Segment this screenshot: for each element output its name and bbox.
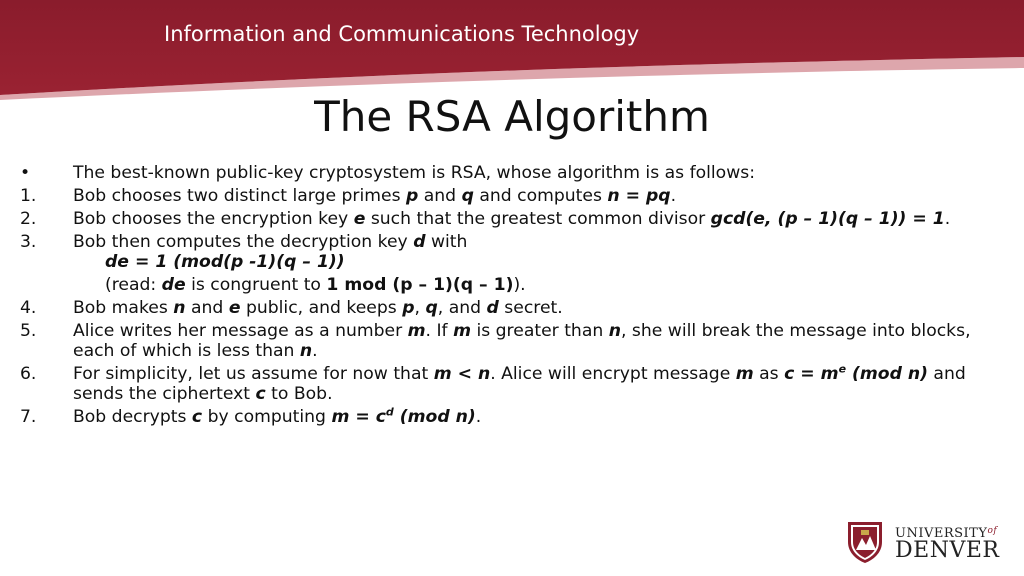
list-item-5 [20,321,1010,361]
formula-note: (read: de is congruent to 1 mod (p – 1)(q – 1)). [105,275,526,295]
list-number: 5. [20,321,37,341]
header-band-graphic [0,0,1024,100]
list-number: 2. [20,209,37,229]
list-item-intro [20,163,1010,183]
list-item-text: Bob decrypts c by computing $m = c^d$ (mod n). [73,405,482,427]
list-item-1 [20,186,1010,206]
logo-text-denver: DENVER [895,538,1000,563]
list-number: 3. [20,232,37,252]
list-number: 7. [20,407,37,427]
header-band [0,0,1024,100]
logo-text-of: of [987,526,998,536]
list-number: 4. [20,298,37,318]
list-item-text: Bob makes n and e public, and keeps p, q, and d secret. [73,298,563,318]
logo-text-university: $UNIVERSITY^{of}$ [895,526,998,541]
list-item-text: Alice writes her message as a number m. If m is greater than n, she will break the message into blocks, each of which is less than n. [73,321,971,361]
header-title: Information and Communications Technology [164,22,640,46]
list-number: 1. [20,186,37,206]
list-item-text: Bob chooses two distinct large primes p and q and computes n = pq. [73,186,677,206]
list-item-text: For simplicity, let us assume for now that m < n. Alice will encrypt message m as $c = m^e$ (mod n) and sends the ciphertext c to Bob. [73,362,966,404]
bullet-marker: • [20,163,31,183]
list-item-7 [20,407,1010,427]
list-item-6 [20,364,1010,404]
formula-line: de = 1 (mod(p -1)(q – 1)) [105,252,345,272]
university-shield-icon [846,520,884,564]
list-item-2 [20,209,1010,229]
list-item-text: Bob then computes the decryption key d with [73,232,468,252]
content-list [20,163,1010,430]
university-logo [846,520,1006,564]
list-item-text: Bob chooses the encryption key e such that the greatest common divisor gcd(e, (p – 1)(q – 1)) = 1. [73,209,951,229]
list-item-3 [20,232,1010,252]
list-item-text: The best-known public-key cryptosystem is RSA, whose algorithm is as follows: [73,163,756,183]
list-number: 6. [20,364,37,384]
list-item-4 [20,298,1010,318]
slide-title: The RSA Algorithm [314,92,710,141]
